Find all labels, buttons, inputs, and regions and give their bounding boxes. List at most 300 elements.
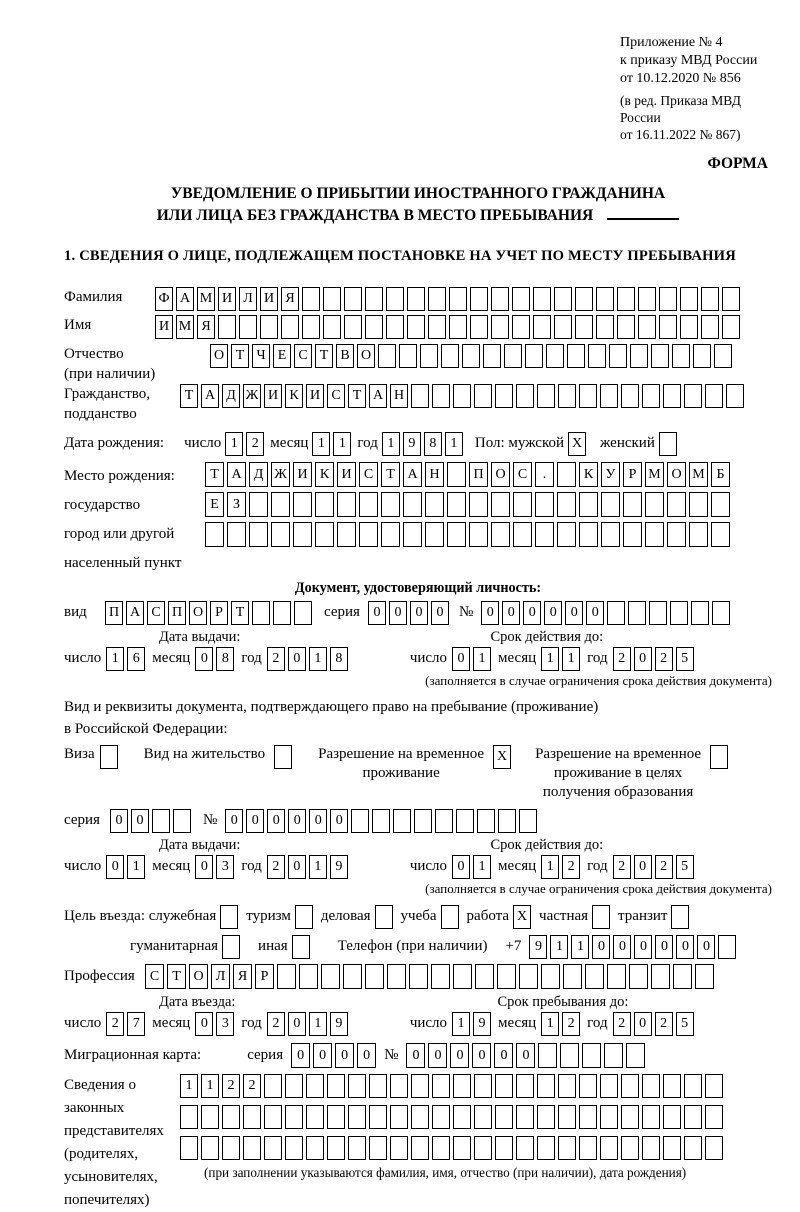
- doc-valid-year-box[interactable]: 2: [613, 647, 631, 671]
- patronymic-char-box[interactable]: С: [294, 344, 312, 368]
- profession-char-box[interactable]: [387, 964, 406, 989]
- birth-place-char-box[interactable]: .: [535, 462, 554, 487]
- legal-reps-char-box[interactable]: [684, 1074, 702, 1098]
- birth-place-char-box[interactable]: [227, 522, 246, 547]
- given-name-char-box[interactable]: [512, 315, 530, 339]
- surname-char-box[interactable]: [638, 287, 656, 311]
- patronymic-char-box[interactable]: [441, 344, 459, 368]
- mig-number-box[interactable]: [582, 1043, 601, 1068]
- profession-char-box[interactable]: [651, 964, 670, 989]
- phone-digit-box[interactable]: 9: [529, 935, 547, 959]
- birth-place-char-box[interactable]: [557, 522, 576, 547]
- doc-issue-month-box[interactable]: 8: [216, 647, 234, 671]
- patronymic-char-box[interactable]: О: [210, 344, 228, 368]
- citizenship-char-box[interactable]: [411, 384, 429, 408]
- legal-reps-char-box[interactable]: [642, 1105, 660, 1129]
- doc-kind-char-box[interactable]: С: [147, 601, 165, 625]
- profession-char-box[interactable]: [475, 964, 494, 989]
- mig-number-box[interactable]: 0: [428, 1043, 447, 1068]
- profession-char-box[interactable]: [409, 964, 428, 989]
- surname-char-box[interactable]: [428, 287, 446, 311]
- birth-year-box[interactable]: 1: [445, 432, 463, 456]
- purpose-business-box[interactable]: [375, 905, 393, 929]
- legal-reps-char-box[interactable]: [390, 1105, 408, 1129]
- legal-reps-char-box[interactable]: [495, 1136, 513, 1160]
- mig-number-box[interactable]: 0: [472, 1043, 491, 1068]
- citizenship-char-box[interactable]: Ж: [243, 384, 261, 408]
- res-series-box[interactable]: [152, 809, 170, 833]
- patronymic-char-box[interactable]: [672, 344, 690, 368]
- given-name-char-box[interactable]: [659, 315, 677, 339]
- birth-place-char-box[interactable]: [425, 492, 444, 517]
- doc-kind-char-box[interactable]: [273, 601, 291, 625]
- birth-place-char-box[interactable]: [557, 492, 576, 517]
- legal-reps-char-box[interactable]: [621, 1105, 639, 1129]
- birth-place-char-box[interactable]: Т: [381, 462, 400, 487]
- doc-valid-month-box[interactable]: 1: [541, 647, 559, 671]
- birth-place-char-box[interactable]: [403, 492, 422, 517]
- birth-place-char-box[interactable]: [623, 522, 642, 547]
- citizenship-char-box[interactable]: А: [201, 384, 219, 408]
- stay-month-box[interactable]: 1: [541, 1012, 559, 1036]
- citizenship-char-box[interactable]: Н: [390, 384, 408, 408]
- given-name-char-box[interactable]: [344, 315, 362, 339]
- birth-place-char-box[interactable]: [579, 492, 598, 517]
- birth-place-char-box[interactable]: Ж: [271, 462, 290, 487]
- res-number-box[interactable]: [372, 809, 390, 833]
- legal-reps-char-box[interactable]: [390, 1136, 408, 1160]
- profession-char-box[interactable]: [673, 964, 692, 989]
- birth-place-char-box[interactable]: [535, 492, 554, 517]
- profession-char-box[interactable]: Т: [167, 964, 186, 989]
- doc-kind-char-box[interactable]: А: [126, 601, 144, 625]
- residence-permit-box[interactable]: [274, 745, 292, 769]
- patronymic-char-box[interactable]: О: [357, 344, 375, 368]
- purpose-tourism-box[interactable]: [295, 905, 313, 929]
- purpose-other-box[interactable]: [292, 935, 310, 959]
- patronymic-char-box[interactable]: [483, 344, 501, 368]
- birth-place-char-box[interactable]: [667, 522, 686, 547]
- surname-char-box[interactable]: [470, 287, 488, 311]
- profession-char-box[interactable]: [343, 964, 362, 989]
- doc-number-box[interactable]: [628, 601, 646, 625]
- given-name-char-box[interactable]: [365, 315, 383, 339]
- birth-place-char-box[interactable]: [447, 462, 466, 487]
- mig-number-box[interactable]: [538, 1043, 557, 1068]
- stay-month-box[interactable]: 2: [562, 1012, 580, 1036]
- legal-reps-char-box[interactable]: [390, 1074, 408, 1098]
- patronymic-char-box[interactable]: [525, 344, 543, 368]
- given-name-char-box[interactable]: [323, 315, 341, 339]
- phone-digit-box[interactable]: 1: [571, 935, 589, 959]
- legal-reps-char-box[interactable]: [306, 1105, 324, 1129]
- res-series-box[interactable]: 0: [131, 809, 149, 833]
- birth-place-char-box[interactable]: [513, 492, 532, 517]
- legal-reps-char-box[interactable]: [201, 1105, 219, 1129]
- legal-reps-char-box[interactable]: [306, 1074, 324, 1098]
- res-issue-year-box[interactable]: 0: [288, 855, 306, 879]
- surname-char-box[interactable]: [449, 287, 467, 311]
- legal-reps-char-box[interactable]: [327, 1105, 345, 1129]
- birth-place-char-box[interactable]: [689, 492, 708, 517]
- surname-char-box[interactable]: Ф: [155, 287, 173, 311]
- legal-reps-char-box[interactable]: [243, 1105, 261, 1129]
- legal-reps-char-box[interactable]: [306, 1136, 324, 1160]
- birth-place-char-box[interactable]: [293, 522, 312, 547]
- patronymic-char-box[interactable]: [588, 344, 606, 368]
- res-number-box[interactable]: [393, 809, 411, 833]
- legal-reps-char-box[interactable]: [537, 1136, 555, 1160]
- surname-char-box[interactable]: [722, 287, 740, 311]
- legal-reps-char-box[interactable]: [285, 1136, 303, 1160]
- birth-place-char-box[interactable]: И: [337, 462, 356, 487]
- phone-digit-box[interactable]: 0: [613, 935, 631, 959]
- citizenship-char-box[interactable]: [495, 384, 513, 408]
- birth-place-char-box[interactable]: Н: [425, 462, 444, 487]
- patronymic-char-box[interactable]: [714, 344, 732, 368]
- res-number-box[interactable]: [456, 809, 474, 833]
- stay-day-box[interactable]: 9: [473, 1012, 491, 1036]
- doc-number-box[interactable]: 0: [523, 601, 541, 625]
- patronymic-char-box[interactable]: [462, 344, 480, 368]
- legal-reps-char-box[interactable]: [474, 1074, 492, 1098]
- legal-reps-char-box[interactable]: [663, 1105, 681, 1129]
- legal-reps-char-box[interactable]: [453, 1074, 471, 1098]
- phone-digit-box[interactable]: 0: [634, 935, 652, 959]
- birth-place-char-box[interactable]: [205, 522, 224, 547]
- birth-place-char-box[interactable]: [447, 522, 466, 547]
- given-name-char-box[interactable]: М: [176, 315, 194, 339]
- profession-char-box[interactable]: О: [189, 964, 208, 989]
- profession-char-box[interactable]: Я: [233, 964, 252, 989]
- profession-char-box[interactable]: [563, 964, 582, 989]
- res-number-box[interactable]: 0: [309, 809, 327, 833]
- entry-year-box[interactable]: 1: [309, 1012, 327, 1036]
- citizenship-char-box[interactable]: [663, 384, 681, 408]
- surname-char-box[interactable]: [575, 287, 593, 311]
- patronymic-char-box[interactable]: [546, 344, 564, 368]
- birth-place-char-box[interactable]: [359, 522, 378, 547]
- profession-char-box[interactable]: [299, 964, 318, 989]
- entry-month-box[interactable]: 0: [195, 1012, 213, 1036]
- surname-char-box[interactable]: Л: [239, 287, 257, 311]
- birth-place-char-box[interactable]: [601, 522, 620, 547]
- res-issue-month-box[interactable]: 0: [195, 855, 213, 879]
- citizenship-char-box[interactable]: [726, 384, 744, 408]
- surname-char-box[interactable]: [344, 287, 362, 311]
- profession-char-box[interactable]: [519, 964, 538, 989]
- doc-valid-month-box[interactable]: 1: [562, 647, 580, 671]
- birth-place-char-box[interactable]: [667, 492, 686, 517]
- doc-issue-year-box[interactable]: 2: [267, 647, 285, 671]
- temp-residence-edu-box[interactable]: [710, 745, 728, 769]
- given-name-char-box[interactable]: [680, 315, 698, 339]
- birth-place-char-box[interactable]: [271, 492, 290, 517]
- temp-residence-box[interactable]: X: [493, 745, 511, 769]
- doc-number-box[interactable]: 0: [544, 601, 562, 625]
- doc-series-box[interactable]: 0: [431, 601, 449, 625]
- mig-number-box[interactable]: [604, 1043, 623, 1068]
- stay-day-box[interactable]: 1: [452, 1012, 470, 1036]
- legal-reps-char-box[interactable]: [516, 1136, 534, 1160]
- doc-series-box[interactable]: 0: [389, 601, 407, 625]
- stay-year-box[interactable]: 0: [634, 1012, 652, 1036]
- doc-series-box[interactable]: 0: [368, 601, 386, 625]
- legal-reps-char-box[interactable]: [705, 1074, 723, 1098]
- birth-place-char-box[interactable]: К: [579, 462, 598, 487]
- legal-reps-char-box[interactable]: [369, 1105, 387, 1129]
- legal-reps-char-box[interactable]: [663, 1136, 681, 1160]
- birth-place-char-box[interactable]: [491, 492, 510, 517]
- birth-place-char-box[interactable]: [337, 492, 356, 517]
- legal-reps-char-box[interactable]: [201, 1136, 219, 1160]
- legal-reps-char-box[interactable]: 1: [201, 1074, 219, 1098]
- legal-reps-char-box[interactable]: [705, 1105, 723, 1129]
- given-name-char-box[interactable]: [638, 315, 656, 339]
- doc-valid-year-box[interactable]: 0: [634, 647, 652, 671]
- doc-issue-month-box[interactable]: 0: [195, 647, 213, 671]
- surname-char-box[interactable]: [701, 287, 719, 311]
- legal-reps-char-box[interactable]: [642, 1074, 660, 1098]
- stay-year-box[interactable]: 5: [676, 1012, 694, 1036]
- res-issue-day-box[interactable]: 1: [127, 855, 145, 879]
- birth-place-char-box[interactable]: Б: [711, 462, 730, 487]
- patronymic-char-box[interactable]: [651, 344, 669, 368]
- citizenship-char-box[interactable]: К: [285, 384, 303, 408]
- birth-place-char-box[interactable]: К: [315, 462, 334, 487]
- birth-place-char-box[interactable]: [315, 522, 334, 547]
- doc-number-box[interactable]: 0: [586, 601, 604, 625]
- mig-series-box[interactable]: 0: [291, 1043, 310, 1068]
- doc-valid-day-box[interactable]: 1: [473, 647, 491, 671]
- legal-reps-char-box[interactable]: [474, 1136, 492, 1160]
- birth-place-char-box[interactable]: [557, 462, 576, 487]
- surname-char-box[interactable]: [680, 287, 698, 311]
- entry-day-box[interactable]: 7: [127, 1012, 145, 1036]
- citizenship-char-box[interactable]: [642, 384, 660, 408]
- res-issue-year-box[interactable]: 2: [267, 855, 285, 879]
- citizenship-char-box[interactable]: [516, 384, 534, 408]
- mig-number-box[interactable]: 0: [516, 1043, 535, 1068]
- legal-reps-char-box[interactable]: [432, 1105, 450, 1129]
- doc-issue-year-box[interactable]: 8: [330, 647, 348, 671]
- surname-char-box[interactable]: И: [260, 287, 278, 311]
- birth-place-char-box[interactable]: [469, 492, 488, 517]
- legal-reps-char-box[interactable]: [411, 1136, 429, 1160]
- legal-reps-char-box[interactable]: [579, 1105, 597, 1129]
- birth-place-char-box[interactable]: И: [293, 462, 312, 487]
- res-number-box[interactable]: 0: [267, 809, 285, 833]
- birth-place-char-box[interactable]: [249, 522, 268, 547]
- birth-place-char-box[interactable]: Д: [249, 462, 268, 487]
- legal-reps-char-box[interactable]: [432, 1074, 450, 1098]
- stay-year-box[interactable]: 2: [655, 1012, 673, 1036]
- res-issue-month-box[interactable]: 3: [216, 855, 234, 879]
- res-series-box[interactable]: 0: [110, 809, 128, 833]
- res-number-box[interactable]: [435, 809, 453, 833]
- citizenship-char-box[interactable]: [684, 384, 702, 408]
- legal-reps-char-box[interactable]: 1: [180, 1074, 198, 1098]
- birth-place-char-box[interactable]: [315, 492, 334, 517]
- purpose-study-box[interactable]: [441, 905, 459, 929]
- doc-series-box[interactable]: 0: [410, 601, 428, 625]
- given-name-char-box[interactable]: [407, 315, 425, 339]
- res-number-box[interactable]: [477, 809, 495, 833]
- mig-series-box[interactable]: 0: [313, 1043, 332, 1068]
- purpose-work-box[interactable]: X: [513, 905, 531, 929]
- visa-box[interactable]: [100, 745, 118, 769]
- birth-year-box[interactable]: 8: [424, 432, 442, 456]
- birth-day-box[interactable]: 1: [225, 432, 243, 456]
- profession-char-box[interactable]: [321, 964, 340, 989]
- entry-day-box[interactable]: 2: [106, 1012, 124, 1036]
- birth-place-char-box[interactable]: [293, 492, 312, 517]
- profession-char-box[interactable]: [629, 964, 648, 989]
- given-name-char-box[interactable]: [449, 315, 467, 339]
- legal-reps-char-box[interactable]: [243, 1136, 261, 1160]
- patronymic-char-box[interactable]: [399, 344, 417, 368]
- doc-kind-char-box[interactable]: П: [105, 601, 123, 625]
- legal-reps-char-box[interactable]: [264, 1105, 282, 1129]
- profession-char-box[interactable]: [607, 964, 626, 989]
- citizenship-char-box[interactable]: [453, 384, 471, 408]
- surname-char-box[interactable]: [491, 287, 509, 311]
- legal-reps-char-box[interactable]: [600, 1074, 618, 1098]
- entry-year-box[interactable]: 2: [267, 1012, 285, 1036]
- legal-reps-char-box[interactable]: [348, 1074, 366, 1098]
- legal-reps-char-box[interactable]: [285, 1105, 303, 1129]
- legal-reps-char-box[interactable]: 2: [243, 1074, 261, 1098]
- surname-char-box[interactable]: [323, 287, 341, 311]
- given-name-char-box[interactable]: [575, 315, 593, 339]
- res-issue-year-box[interactable]: 9: [330, 855, 348, 879]
- doc-issue-year-box[interactable]: 1: [309, 647, 327, 671]
- legal-reps-char-box[interactable]: [537, 1105, 555, 1129]
- mig-number-box[interactable]: [626, 1043, 645, 1068]
- phone-digit-box[interactable]: [718, 935, 736, 959]
- doc-issue-day-box[interactable]: 1: [106, 647, 124, 671]
- phone-digit-box[interactable]: 0: [655, 935, 673, 959]
- surname-char-box[interactable]: А: [176, 287, 194, 311]
- legal-reps-char-box[interactable]: [432, 1136, 450, 1160]
- given-name-char-box[interactable]: [218, 315, 236, 339]
- legal-reps-char-box[interactable]: [705, 1136, 723, 1160]
- mig-number-box[interactable]: 0: [450, 1043, 469, 1068]
- birth-place-char-box[interactable]: [425, 522, 444, 547]
- phone-digit-box[interactable]: 0: [697, 935, 715, 959]
- stay-year-box[interactable]: 2: [613, 1012, 631, 1036]
- surname-char-box[interactable]: [407, 287, 425, 311]
- given-name-char-box[interactable]: [386, 315, 404, 339]
- doc-number-box[interactable]: 0: [502, 601, 520, 625]
- given-name-char-box[interactable]: [302, 315, 320, 339]
- doc-kind-char-box[interactable]: [294, 601, 312, 625]
- birth-place-char-box[interactable]: [535, 522, 554, 547]
- doc-kind-char-box[interactable]: [252, 601, 270, 625]
- entry-year-box[interactable]: 9: [330, 1012, 348, 1036]
- given-name-char-box[interactable]: [701, 315, 719, 339]
- birth-place-char-box[interactable]: Е: [205, 492, 224, 517]
- legal-reps-char-box[interactable]: [579, 1136, 597, 1160]
- legal-reps-char-box[interactable]: [474, 1105, 492, 1129]
- surname-char-box[interactable]: [365, 287, 383, 311]
- birth-place-char-box[interactable]: [513, 522, 532, 547]
- sex-male-box[interactable]: X: [568, 432, 586, 456]
- legal-reps-char-box[interactable]: [663, 1074, 681, 1098]
- birth-place-char-box[interactable]: [711, 522, 730, 547]
- legal-reps-char-box[interactable]: [369, 1074, 387, 1098]
- legal-reps-char-box[interactable]: [327, 1074, 345, 1098]
- birth-place-char-box[interactable]: [645, 522, 664, 547]
- given-name-char-box[interactable]: [428, 315, 446, 339]
- surname-char-box[interactable]: И: [218, 287, 236, 311]
- patronymic-char-box[interactable]: Ч: [252, 344, 270, 368]
- purpose-official-box[interactable]: [220, 905, 238, 929]
- legal-reps-char-box[interactable]: [579, 1074, 597, 1098]
- patronymic-char-box[interactable]: [630, 344, 648, 368]
- given-name-char-box[interactable]: [617, 315, 635, 339]
- surname-char-box[interactable]: [596, 287, 614, 311]
- citizenship-char-box[interactable]: И: [306, 384, 324, 408]
- doc-kind-char-box[interactable]: Т: [231, 601, 249, 625]
- given-name-char-box[interactable]: [596, 315, 614, 339]
- birth-month-box[interactable]: 1: [312, 432, 330, 456]
- legal-reps-char-box[interactable]: [495, 1105, 513, 1129]
- res-valid-year-box[interactable]: 5: [676, 855, 694, 879]
- profession-char-box[interactable]: [541, 964, 560, 989]
- legal-reps-char-box[interactable]: [621, 1136, 639, 1160]
- patronymic-char-box[interactable]: [693, 344, 711, 368]
- mig-number-box[interactable]: [560, 1043, 579, 1068]
- citizenship-char-box[interactable]: Т: [348, 384, 366, 408]
- profession-char-box[interactable]: [365, 964, 384, 989]
- legal-reps-char-box[interactable]: [264, 1074, 282, 1098]
- res-valid-year-box[interactable]: 0: [634, 855, 652, 879]
- legal-reps-char-box[interactable]: [516, 1074, 534, 1098]
- given-name-char-box[interactable]: [239, 315, 257, 339]
- birth-place-char-box[interactable]: [403, 522, 422, 547]
- legal-reps-char-box[interactable]: [264, 1136, 282, 1160]
- birth-place-char-box[interactable]: [645, 492, 664, 517]
- purpose-humanitarian-box[interactable]: [222, 935, 240, 959]
- res-valid-day-box[interactable]: 1: [473, 855, 491, 879]
- birth-place-char-box[interactable]: М: [689, 462, 708, 487]
- res-number-box[interactable]: [498, 809, 516, 833]
- legal-reps-char-box[interactable]: [600, 1136, 618, 1160]
- entry-month-box[interactable]: 3: [216, 1012, 234, 1036]
- birth-day-box[interactable]: 2: [246, 432, 264, 456]
- surname-char-box[interactable]: [617, 287, 635, 311]
- doc-kind-char-box[interactable]: П: [168, 601, 186, 625]
- given-name-char-box[interactable]: [533, 315, 551, 339]
- res-number-box[interactable]: [414, 809, 432, 833]
- legal-reps-char-box[interactable]: [222, 1105, 240, 1129]
- birth-place-char-box[interactable]: А: [227, 462, 246, 487]
- birth-place-char-box[interactable]: З: [227, 492, 246, 517]
- citizenship-char-box[interactable]: [600, 384, 618, 408]
- doc-valid-day-box[interactable]: 0: [452, 647, 470, 671]
- patronymic-char-box[interactable]: [567, 344, 585, 368]
- patronymic-char-box[interactable]: [378, 344, 396, 368]
- given-name-char-box[interactable]: И: [155, 315, 173, 339]
- legal-reps-char-box[interactable]: [600, 1105, 618, 1129]
- citizenship-char-box[interactable]: [705, 384, 723, 408]
- mig-number-box[interactable]: 0: [494, 1043, 513, 1068]
- citizenship-char-box[interactable]: Д: [222, 384, 240, 408]
- citizenship-char-box[interactable]: [558, 384, 576, 408]
- birth-place-char-box[interactable]: О: [491, 462, 510, 487]
- legal-reps-char-box[interactable]: [495, 1074, 513, 1098]
